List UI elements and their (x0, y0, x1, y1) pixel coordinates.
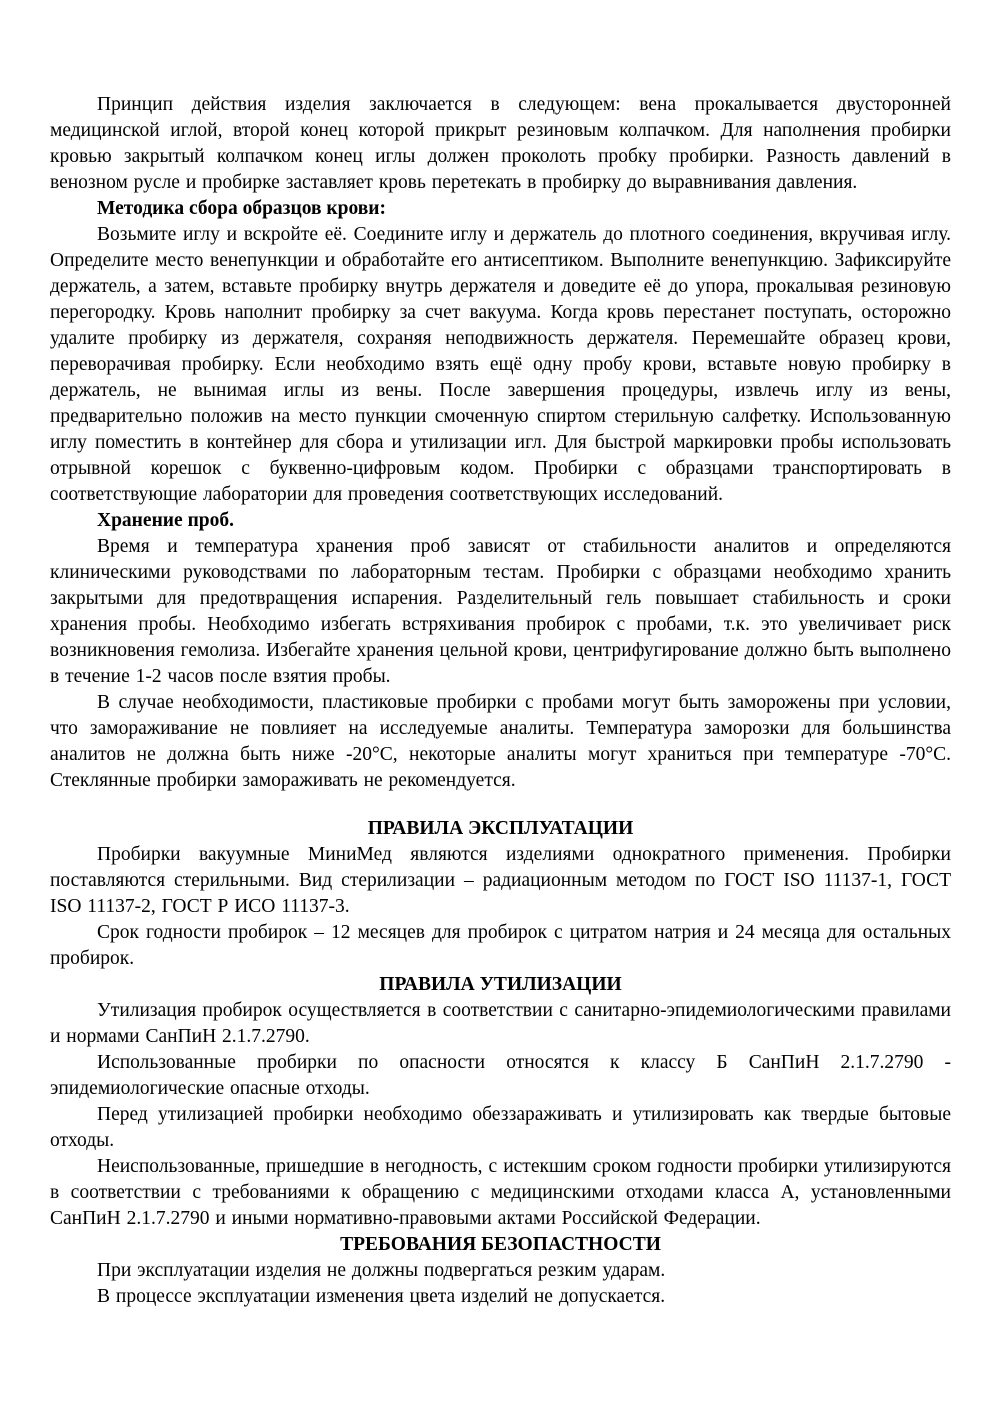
paragraph-no-color-change: В процессе эксплуатации изменения цвета изделий не допускается. (97, 1286, 666, 1307)
paragraph-used-tubes-class-b: Использованные пробирки по опасности относятся к классу Б СанПиН 2.1.7.2790 - эпидемиологические опасные отходы. (50, 1052, 951, 1099)
paragraph-single-use-sterilization: Пробирки вакуумные МиниМед являются изделиями однократного применения. Пробирки поставляются стерильными. Вид стерилизации – радиационным методом по ГОСТ ISO 11137-1, ГОСТ ISO 11137-2, ГОСТ Р ИСО 11137-3. (50, 844, 951, 917)
paragraph-storage-conditions: Время и температура хранения проб зависят от стабильности аналитов и определяются клиническими руководствами по лабораторным тестам. Пробирки с образцами необходимо хранить закрытыми для предотвращения испарения. Разделительный гель повышает стабильность и сроки хранения пробы. Необходимо избегать встряхивания пробирок с пробами, т.к. это увеличивает риск возникновения гемолиза. Избегайте хранения цельной крови, центрифугирование должно быть выполнено в течение 1-2 часов после взятия пробы. (50, 536, 951, 687)
paragraph-disinfection-before-disposal: Перед утилизацией пробирки необходимо обеззараживать и утилизировать как твердые бытовые отходы. (50, 1104, 951, 1151)
paragraph-shelf-life: Срок годности пробирок – 12 месяцев для пробирок с цитратом натрия и 24 месяца для остальных пробирок. (50, 922, 951, 969)
paragraph-operating-principle: Принцип действия изделия заключается в следующем: вена прокалывается двусторонней медицинской иглой, второй конец которой прикрыт резиновым колпачком. Для наполнения пробирки кровью закрытый колпачком конец иглы должен проколоть пробку пробирки. Разность давлений в венозном русле и пробирке заставляет кровь перетекать в пробирку до выравнивания давления. (50, 94, 951, 193)
section-title-safety-requirements: ТРЕБОВАНИЯ БЕЗОПАСТНОСТИ (340, 1234, 661, 1255)
heading-sample-collection-method: Методика сбора образцов крови: (97, 198, 387, 219)
heading-sample-storage: Хранение проб. (97, 510, 235, 531)
paragraph-unused-tubes-class-a: Неиспользованные, пришедшие в негодность, с истекшим сроком годности пробирки утилизируются в соответствии с требованиями к обращению с медицинскими отходами класса А, установленными СанПиН 2.1.7.2790 и иными нормативно-правовыми актами Российской Федерации. (50, 1156, 951, 1229)
section-title-disposal-rules: ПРАВИЛА УТИЛИЗАЦИИ (379, 974, 622, 995)
paragraph-no-sharp-impacts: При эксплуатации изделия не должны подвергаться резким ударам. (97, 1260, 666, 1281)
section-title-operation-rules: ПРАВИЛА ЭКСПЛУАТАЦИИ (367, 818, 634, 839)
paragraph-sample-collection-procedure: Возьмите иглу и вскройте её. Соедините иглу и держатель до плотного соединения, вкручивая иглу. Определите место венепункции и обработайте его антисептиком. Выполните венепункцию. Зафиксируйте держатель, а затем, вставьте пробирку внутрь держателя и доведите её до упора, прокалывая резиновую перегородку. Кровь наполнит пробирку за счет вакуума. Когда кровь перестанет поступать, осторожно удалите пробирку из держателя, сохраняя неподвижность держателя. Перемешайте образец крови, переворачивая пробирку. Если необходимо взять ещё одну пробу крови, вставьте новую пробирку в держатель, не вынимая иглы из вены. После завершения процедуры, извлечь иглу из вены, предварительно положив на место пункции смоченную спиртом стерильную салфетку. Использованную иглу поместить в контейнер для сбора и утилизации игл. Для быстрой маркировки пробы использовать отрывной корешок с буквенно-цифровым кодом. Пробирки с образцами транспортировать в соответствующие лаборатории для проведения соответствующих исследований. (50, 224, 951, 505)
paragraph-disposal-sanpin: Утилизация пробирок осуществляется в соответствии с санитарно-эпидемиологическими правилами и нормами СанПиН 2.1.7.2790. (50, 1000, 951, 1047)
paragraph-freezing-conditions: В случае необходимости, пластиковые пробирки с пробами могут быть заморожены при условии, что замораживание не повлияет на исследуемые аналиты. Температура заморозки для большинства аналитов не должна быть ниже -20°С, некоторые аналиты могут храниться при температуре -70°С. Стеклянные пробирки замораживать не рекомендуется. (50, 692, 951, 791)
